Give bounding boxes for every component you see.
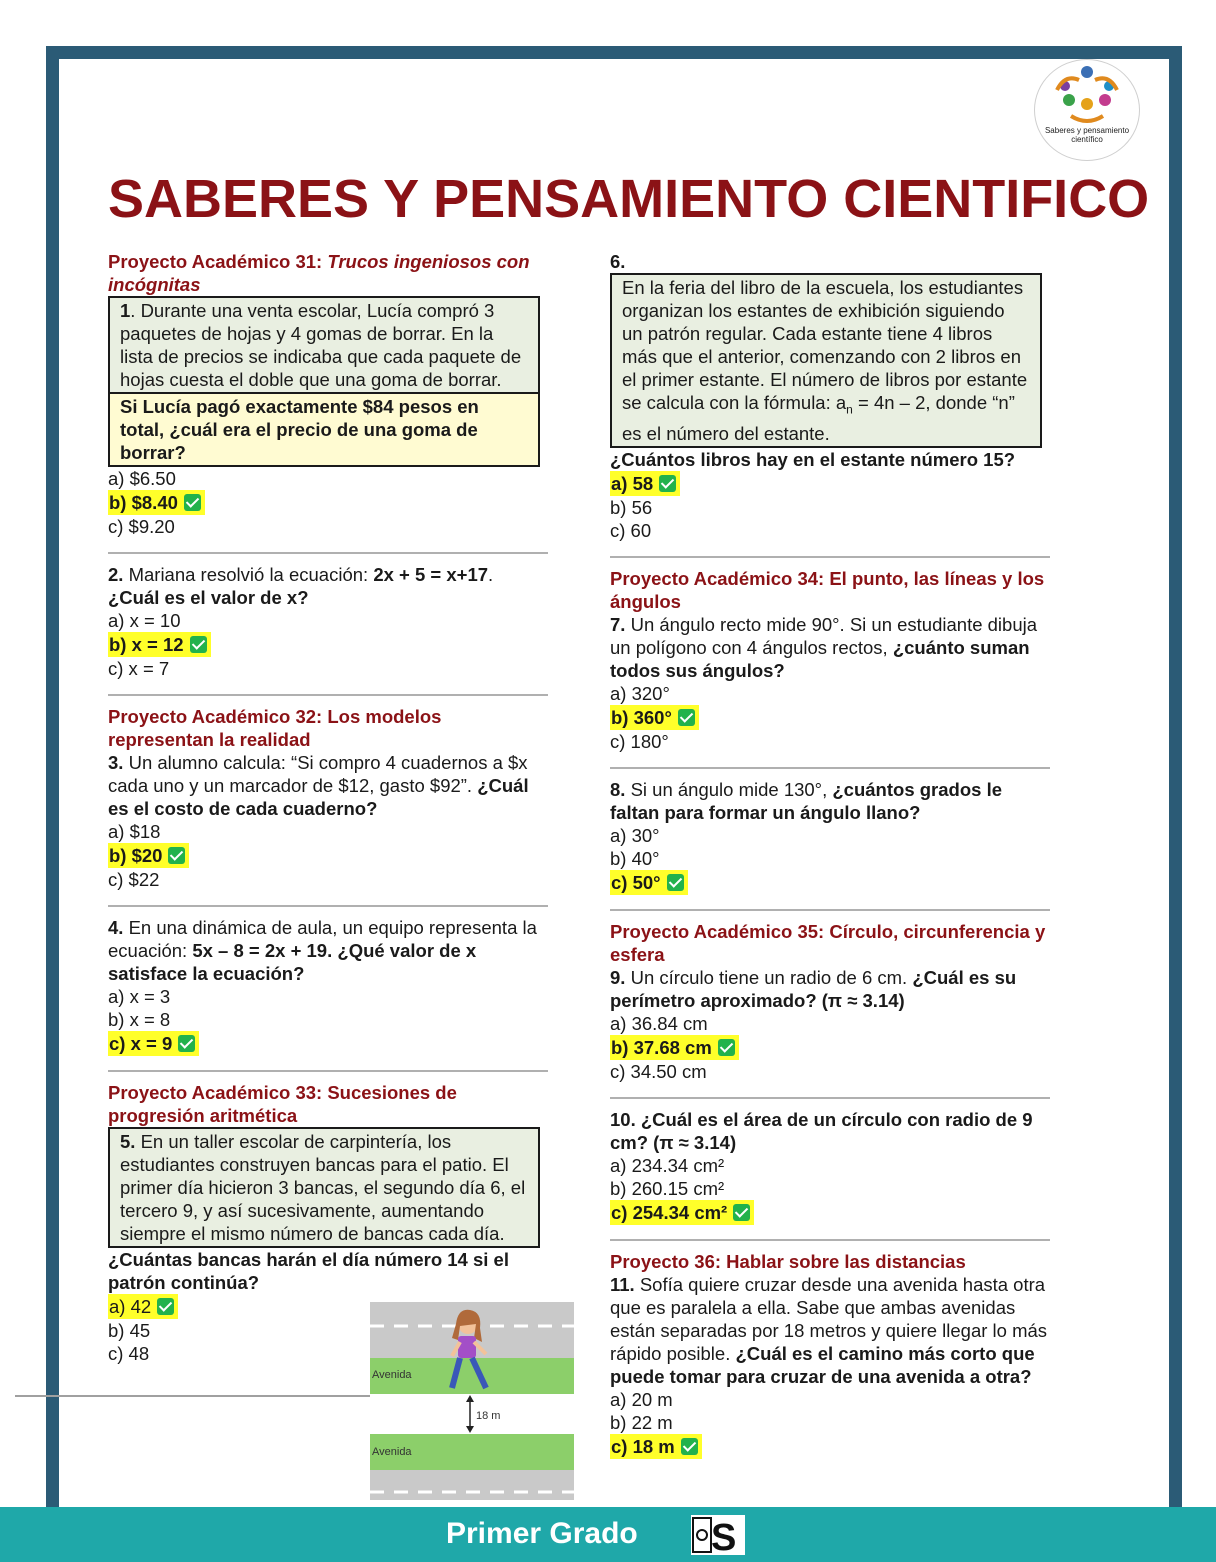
divider	[610, 1097, 1050, 1099]
q7-option-a: a) 320°	[610, 682, 670, 704]
q5-option-c: c) 48	[108, 1343, 150, 1364]
publisher-logo-icon	[691, 1515, 745, 1555]
question-2: 2. Mariana resolvió la ecuación: 2x + 5 = x+17.	[108, 564, 494, 585]
q10-option-a: a) 234.34 cm²	[610, 1154, 725, 1176]
q4-option-c-correct: c) x = 9	[108, 1031, 199, 1056]
q9-option-c: c) 34.50 cm	[610, 1060, 707, 1082]
question-3: 3. Un alumno calcula: “Si compro 4 cuadernos a $x cada uno y un marcador de $12, gasto $92”. ¿Cuál es el costo de cada cuaderno?	[108, 752, 529, 819]
question-2-prompt: ¿Cuál es el valor de x?	[108, 587, 309, 608]
q6-option-a-correct: a) 58	[610, 471, 680, 496]
question-4: 4. En una dinámica de aula, un equipo representa la ecuación: 5x – 8 = 2x + 19. ¿Qué valor de x satisface la ecuación?	[108, 917, 537, 984]
q1-option-c: c) $9.20	[108, 516, 175, 537]
left-column	[108, 250, 548, 1365]
q10-option-b: b) 260.15 cm²	[610, 1177, 725, 1199]
q4-option-a: a) x = 3	[108, 986, 171, 1007]
divider	[610, 1239, 1050, 1241]
q2-option-c: c) x = 7	[108, 658, 170, 679]
section-heading-35: Proyecto Académico 35: Círculo, circunferencia y esfera	[610, 920, 1046, 965]
check-icon	[190, 636, 207, 653]
question-9: 9. Un círculo tiene un radio de 6 cm. ¿Cuál es su perímetro aproximado? (π ≈ 3.14)	[610, 966, 1017, 1011]
q8-option-c-correct: c) 50°	[610, 870, 688, 895]
divider	[610, 767, 1050, 769]
check-icon	[168, 847, 185, 864]
distance-label: 18 m	[476, 1410, 501, 1422]
question-6-context: En la feria del libro de la escuela, los estudiantes organizan los estantes de exhibición siguiendo un patrón regular. Cada estante tiene 4 libros más que el anterior, comenzando con 2 libros en el primer estante. El número de libros por estante se calcula con la fórmula: $a_n = 4n - 2$, donde “n” es el número del estante.	[610, 273, 1042, 448]
divider	[108, 552, 548, 554]
check-icon	[733, 1204, 750, 1221]
q2-option-b-correct: b) x = 12	[108, 632, 211, 657]
avenue-illustration	[370, 1302, 574, 1500]
divider	[108, 694, 548, 696]
divider	[610, 909, 1050, 911]
divider	[108, 905, 548, 907]
svg-text:S: S	[711, 1517, 737, 1555]
divider	[610, 556, 1050, 558]
section-heading-31: Proyecto Académico 31: Trucos ingeniosos con incógnitas	[108, 251, 530, 295]
logo-text: Saberes y pensamiento científico	[1044, 126, 1130, 144]
question-5-prompt: ¿Cuántas bancas harán el día número 14 si el patrón continúa?	[108, 1249, 509, 1293]
check-icon	[678, 709, 695, 726]
q10-option-c-correct: c) 254.34 cm²	[610, 1200, 754, 1225]
q9-option-a: a) 36.84 cm	[610, 1012, 708, 1034]
avenue-label-top: Avenida	[372, 1369, 412, 1381]
question-5-context: 5. En un taller escolar de carpintería, los estudiantes construyen bancas para el patio. El primer día hicieron 3 bancas, el segundo día 6, el tercero 9, y así sucesivamente, aumentando siempre el mismo número de bancas cada día.	[108, 1127, 540, 1248]
divider	[108, 1070, 548, 1072]
q3-option-a: a) $18	[108, 821, 161, 842]
logo	[1034, 59, 1140, 161]
q6-option-b: b) 56	[610, 496, 653, 518]
divider	[15, 1395, 370, 1397]
question-8: 8. Si un ángulo mide 130°, ¿cuántos grados le faltan para formar un ángulo llano?	[610, 778, 1002, 823]
question-10: 10. ¿Cuál es el área de un círculo con radio de 9 cm? (π ≈ 3.14)	[610, 1108, 1033, 1153]
section-heading-36: Proyecto 36: Hablar sobre las distancias	[610, 1250, 966, 1272]
check-icon	[718, 1039, 735, 1056]
question-6-number: 6.	[610, 251, 626, 272]
q3-option-c: c) $22	[108, 869, 160, 890]
question-11: 11. Sofía quiere cruzar desde una avenida hasta otra que es paralela a ella. Sabe que ambas avenidas están separadas por 18 metros y quiere llegar lo más rápido posible. ¿Cuál es el camino más corto que puede tomar para cruzar de una avenida a otra?	[610, 1273, 1048, 1387]
right-column	[610, 250, 1050, 1459]
q11-option-b: b) 22 m	[610, 1411, 673, 1433]
section-heading-34: Proyecto Académico 34: El punto, las líneas y los ángulos	[610, 567, 1045, 612]
page-title: SABERES Y PENSAMIENTO CIENTIFICO	[108, 169, 1150, 229]
q1-option-a: a) $6.50	[108, 468, 176, 489]
check-icon	[667, 874, 684, 891]
question-1-context: 1. Durante una venta escolar, Lucía compró 3 paquetes de hojas y 4 gomas de borrar. En la lista de precios se indicaba que cada paquete de hojas cuesta el doble que una goma de borrar.	[108, 296, 540, 394]
footer-bar	[0, 1507, 1216, 1562]
section-heading-33: Proyecto Académico 33: Sucesiones de progresión aritmética	[108, 1082, 457, 1126]
question-7: 7. Un ángulo recto mide 90°. Si un estudiante dibuja un polígono con 4 ángulos rectos, ¿cuánto suman todos sus ángulos?	[610, 613, 1038, 681]
section-heading-32: Proyecto Académico 32: Los modelos representan la realidad	[108, 706, 442, 750]
q11-option-c-correct: c) 18 m	[610, 1434, 702, 1459]
check-icon	[157, 1298, 174, 1315]
q8-option-a: a) 30°	[610, 824, 660, 846]
question-6-prompt: ¿Cuántos libros hay en el estante número 15?	[610, 448, 1016, 470]
q5-option-b: b) 45	[108, 1320, 151, 1341]
q7-option-c: c) 180°	[610, 730, 669, 752]
q5-option-a-correct: a) 42	[108, 1294, 178, 1319]
q3-option-b-correct: b) $20	[108, 843, 189, 868]
check-icon	[681, 1438, 698, 1455]
check-icon	[659, 475, 676, 492]
q9-option-b-correct: b) 37.68 cm	[610, 1035, 739, 1060]
grade-label: Primer Grado	[446, 1517, 638, 1550]
q6-option-c: c) 60	[610, 519, 652, 541]
q8-option-b: b) 40°	[610, 847, 660, 869]
check-icon	[184, 494, 201, 511]
q2-option-a: a) x = 10	[108, 610, 181, 631]
q4-option-b: b) x = 8	[108, 1009, 171, 1030]
q7-option-b-correct: b) 360°	[610, 705, 699, 730]
check-icon	[178, 1035, 195, 1052]
question-1-prompt: Si Lucía pagó exactamente $84 pesos en total, ¿cuál era el precio de una goma de borrar?	[108, 394, 540, 467]
avenue-label-bottom: Avenida	[372, 1446, 412, 1458]
q1-option-b-correct: b) $8.40	[108, 490, 205, 515]
q11-option-a: a) 20 m	[610, 1388, 673, 1410]
